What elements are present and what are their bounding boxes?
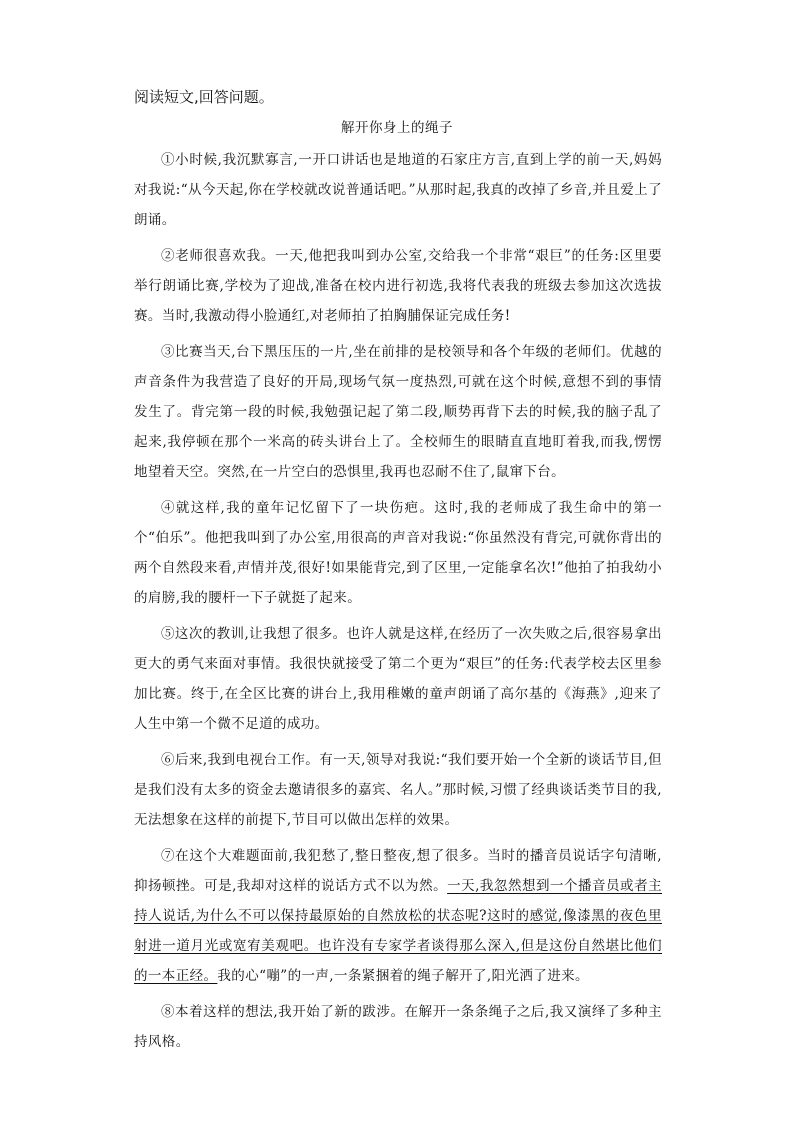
paragraph-2: ②老师很喜欢我。一天,他把我叫到办公室,交给我一个非常“艰巨”的任务:区里要举行朗诵比赛,学校为了迎战,准备在校内进行初选,我将代表我的班级去参加这次选拔赛。当时,我激动得小脸通红,对老师拍了拍胸脯保证完成任务! xyxy=(134,248,662,324)
article-body xyxy=(134,145,662,1057)
paragraph-6: ⑥后来,我到电视台工作。有一天,领导对我说:“我们要开始一个全新的谈话节目,但是我们没有太多的资金去邀请很多的嘉宾、名人。”那时候,习惯了经典谈话类节目的我,无法想象在这样的前提下,节目可以做出怎样的效果。 xyxy=(134,752,662,828)
paragraph-7: ⑦在这个大难题面前,我犯愁了,整日整夜,想了很多。当时的播音员说话字句清晰,抑扬顿挫。可是,我却对这样的说话方式不以为然。一天,我忽然想到一个播音员或者主持人说话,为什么不可以保持最原始的自然放松的状态呢?这时的感觉,像漆黑的夜色里射进一道月光或宽宥美观吧。也许没有专家学者谈得那么深入,但是这份自然堪比他们的一本正经。我的心“嘣”的一声,一条紧捆着的绳子解开了,阳光洒了进来。 xyxy=(134,848,662,984)
paragraph-1: ①小时候,我沉默寡言,一开口讲话也是地道的石家庄方言,直到上学的前一天,妈妈对我说:“从今天起,你在学校就改说普通话吧。”从那时起,我真的改掉了乡音,并且爱上了朗诵。 xyxy=(134,152,662,228)
paragraph-3: ③比赛当天,台下黑压压的一片,坐在前排的是校领导和各个年级的老师们。优越的声音条件为我营造了良好的开局,现场气氛一度热烈,可就在这个时候,意想不到的事情发生了。背完第一段的时候,我勉强记起了第二段,顺势再背下去的时候,我的脑子乱了起来,我停顿在那个一米高的砖头讲台上了。全校师生的眼睛直直地盯着我,而我,愣愣地望着天空。突然,在一片空白的恐惧里,我再也忍耐不住了,鼠窜下台。 xyxy=(134,344,662,480)
article-title: 解开你身上的绳子 xyxy=(341,120,453,136)
underlined-sentence: 一天,我忽然想到一个播音员或者主持人说话,为什么不可以保持最原始的自然放松的状态呢?这时的感觉,像漆黑的夜色里射进一道月光或宽宥美观吧。也许没有专家学者谈得那么深入,但是这份自然堪比他们的一本正经。 xyxy=(134,878,662,984)
reading-instruction: 阅读短文,回答问题。 xyxy=(134,88,274,106)
paragraph-8: ⑧本着这样的想法,我开始了新的跋涉。在解开一条条绳子之后,我又演绎了多种主持风格。 xyxy=(134,1004,662,1050)
paragraph-5: ⑤这次的教训,让我想了很多。也许人就是这样,在经历了一次失败之后,很容易拿出更大的勇气来面对事情。我很快就接受了第二个更为“艰巨”的任务:代表学校去区里参加比赛。终于,在全区比赛的讲台上,我用稚嫩的童声朗诵了高尔基的《海燕》,迎来了人生中第一个微不足道的成功。 xyxy=(134,626,662,732)
paragraph-4: ④就这样,我的童年记忆留下了一块伤疤。这时,我的老师成了我生命中的第一个“伯乐”。他把我叫到了办公室,用很高的声音对我说:“你虽然没有背完,可就你背出的两个自然段来看,声情并茂,很好!如果能背完,到了区里,一定能拿名次!”他拍了拍我幼小的肩膀,我的腰杆一下子就挺了起来。 xyxy=(134,500,662,606)
